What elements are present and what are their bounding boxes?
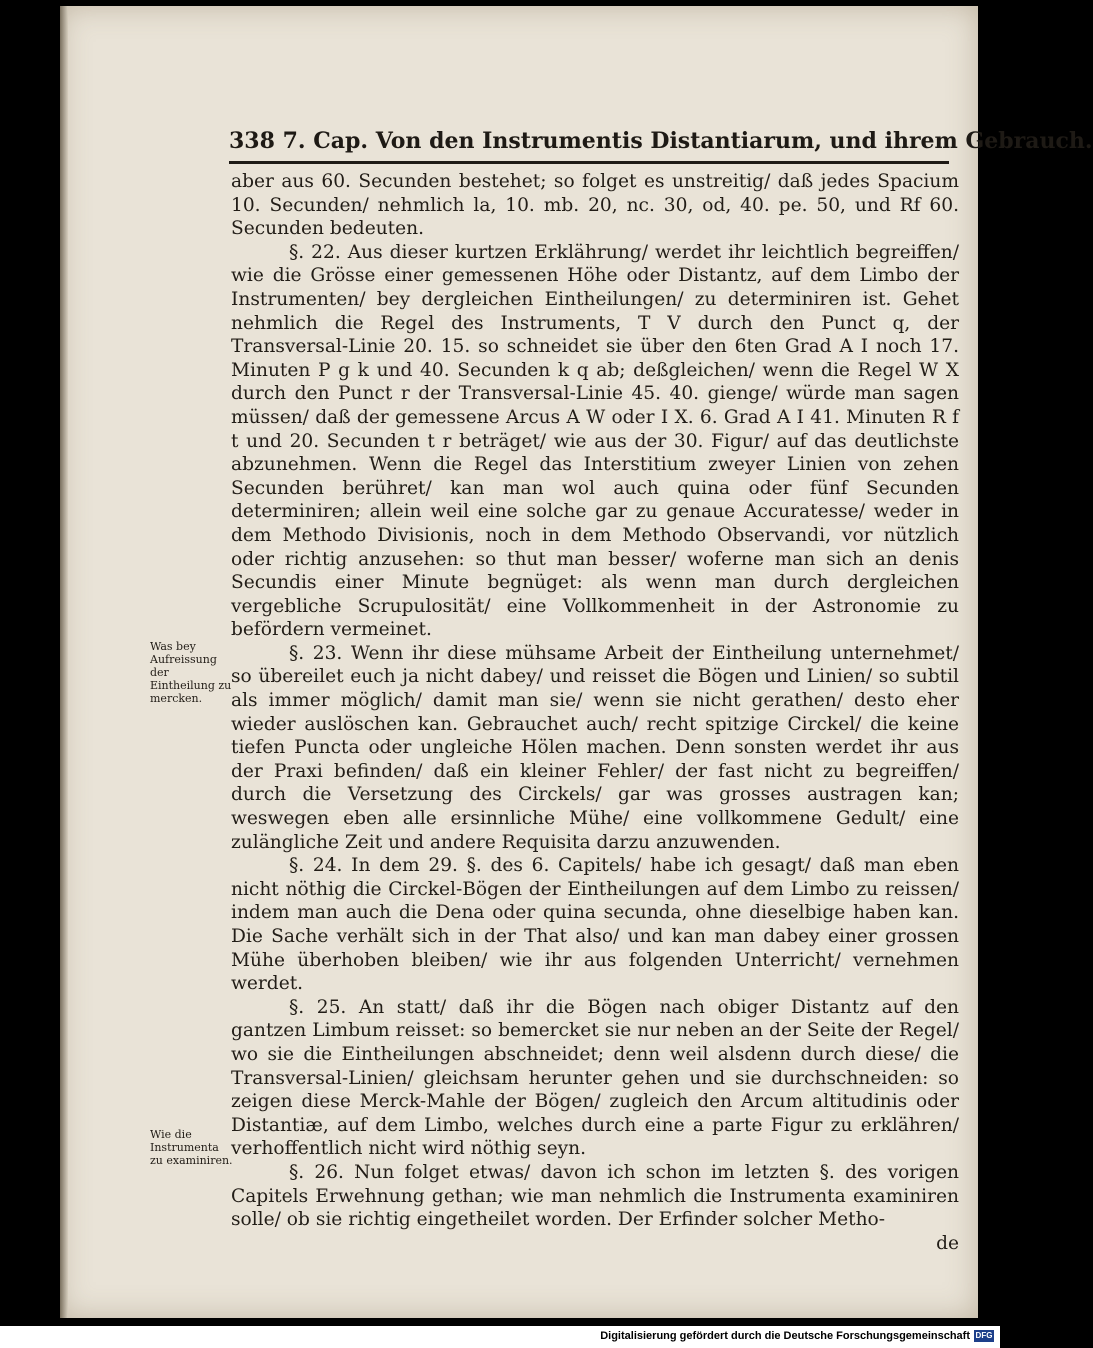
footer-credit: Digitalisierung gefördert durch die Deutsche Forschungsgemeinschaft	[600, 1330, 970, 1342]
dfg-logo-icon: DFG	[975, 1331, 993, 1340]
paragraph-continuation: aber aus 60. Secunden bestehet; so folget es unstreitig/ daß jedes Spacium 10. Secunden/ nehmlich la, 10. mb. 20, nc. 30, od, 40. pe. 50, und Rf 60. Secunden bedeuten.	[231, 171, 959, 240]
running-head	[229, 128, 1093, 162]
running-head-title: 7. Cap. Von den Instrumentis Distantiarum, und ihrem Gebrauch.	[282, 128, 1093, 154]
marginal-note-2: Wie die Instrumenta zu examiniren.	[150, 1128, 233, 1167]
page-gutter-edge	[60, 6, 68, 1318]
marginal-note-1: Was bey Aufreissung der Eintheilung zu mercken.	[150, 640, 232, 705]
paragraph-23: §. 23. Wenn ihr diese mühsame Arbeit der Eintheilung unternehmet/ so übereilet euch ja nicht dabey/ und reisset die Bögen und Linien/ so subtil als immer möglich/ damit man sie/ wenn sie nicht gerathen/ desto eher wieder auslöschen kan. Gebrauchet auch/ recht spitzige Circkel/ die keine tiefen Puncta oder ungleiche Hölen machen. Denn sonsten werdet ihr aus der Praxi befinden/ daß ein kleiner Fehler/ der fast nicht zu begreiffen/ durch die Versetzung des Circkels/ gar was grosses austragen kan; weswegen eben alle ersinnliche Mühe/ eine vollkommene Gedult/ eine zulängliche Zeit und andere Requisita darzu anzuwenden.	[231, 642, 959, 853]
main-text	[231, 170, 959, 1255]
paragraph-26: §. 26. Nun folget etwas/ davon ich schon im letzten §. des vorigen Capitels Erwehnung gethan; wie man nehmlich die Instrumenta examiniren solle/ ob sie richtig eingetheilet worden. Der Erfinder solcher Metho-	[231, 1161, 959, 1231]
page-number: 338	[229, 128, 275, 154]
paragraph-22: §. 22. Aus dieser kurtzen Erklährung/ werdet ihr leichtlich begreiffen/ wie die Grösse einer gemessenen Höhe oder Distantz, auf dem Limbo der Instrumenten/ bey dergleichen Eintheilungen/ zu determiniren ist. Gehet nehmlich die Regel des Instruments, T V durch den Punct q, der Transversal-Linie 20. 15. so schneidet sie über den 6ten Grad A I noch 17. Minuten P g k und 40. Secunden k q ab; deßgleichen/ wenn die Regel W X durch den Punct r der Transversal-Linie 45. 40. gienge/ würde man sagen müssen/ daß der gemessene Arcus A W oder I X. 6. Grad A I 41. Minuten R f t und 20. Secunden t r beträget/ wie aus der 30. Figur/ auf das deutlichste abzunehmen. Wenn die Regel das Interstitium zweyer Linien von zehen Secunden berühret/ kan man wol auch quina oder fünf Secunden determiniren; allein weil eine solche gar zu genaue Accuratesse/ weder in dem Methodo Divisionis, noch in dem Methodo Observandi, vor nützlich oder richtig anzusehen: so thut man besser/ woferne man sich an denis Secundis einer Minute begnüget: als wenn man durch dergleichen vergebliche Scrupulosität/ eine Vollkommenheit in der Astronomie zu befördern vermeinet.	[231, 241, 959, 641]
paragraph-24: §. 24. In dem 29. §. des 6. Capitels/ habe ich gesagt/ daß man eben nicht nöthig die Circkel-Bögen der Eintheilungen auf dem Limbo zu reissen/ indem man auch die Dena oder quina secunda, ohne dieselbige haben kan. Die Sache verhält sich in der That also/ und kan man dabey einer grossen Mühe überhoben bleiben/ wie ihr aus folgenden Unterricht/ vernehmen werdet.	[231, 855, 959, 995]
catchword: de	[936, 1232, 959, 1254]
header-rule	[229, 161, 949, 164]
paragraph-25: §. 25. An statt/ daß ihr die Bögen nach obiger Distantz auf den gantzen Limbum reisset: so bemercket sie nur neben an der Seite der Regel/ wo sie die Eintheilungen abschneidet; denn weil alsdenn durch diese/ die Transversal-Linien/ gleichsam herunter gehen und sie durchschneiden: so zeigen diese Merck-Mahle der Bögen/ zugleich den Arcum altitudinis oder Distantiæ, auf dem Limbo, welches durch eine a parte Figur zu erklähren/ verhoffentlich nicht wird nöthig seyn.	[231, 996, 959, 1160]
